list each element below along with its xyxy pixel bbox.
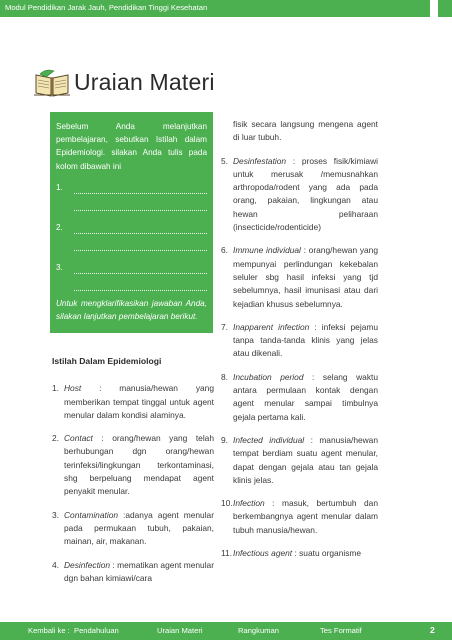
answer-line[interactable] [74, 261, 207, 274]
term-item [221, 155, 378, 235]
term-item [52, 382, 214, 422]
term-name: Contact [64, 433, 93, 444]
term-name: Infected individual [233, 434, 305, 445]
term-definition: : manusia/hewan yang memberikan tempat tinggal untuk agent menular dalam kondisi alaminya. [64, 383, 214, 420]
term-item [52, 559, 214, 586]
term-definition: : orang/hewan yang telah berhubungan dgn orang/hewan terinfeksi/lingkungan terkontaminasi, shg berpeluang mendapat agent penyakit menular. [64, 433, 214, 497]
term-name: Desinfestation [233, 155, 287, 166]
term-item [221, 371, 378, 424]
term-definition: : mematikan agent menular dgn bahan kimiawi/cara [64, 559, 214, 583]
answer-line[interactable] [74, 198, 207, 211]
answer-lines[interactable] [74, 261, 207, 295]
terms-list [52, 382, 214, 585]
term-item [221, 434, 378, 487]
answer-number: 2. [56, 222, 63, 232]
term-item [52, 432, 214, 498]
term-definition: : selang waktu antara permulaan kontak dengan agent menular sampai timbulnya gejala pertama kali. [233, 371, 378, 422]
page-number: 2 [430, 625, 435, 635]
exercise-intro: Sebelum Anda melanjutkan pembelajaran, sebutkan Istilah dalam Epidemiologi. silakan Anda tulis pada kolom dibawah ini [56, 122, 207, 171]
term-definition: :adanya agent menular pada permukaan tubuh, pakaian, mainan, air, makanan. [64, 509, 214, 547]
term-body [64, 382, 214, 422]
term-item [221, 497, 378, 537]
term-number: 8. [221, 371, 228, 382]
term-body [233, 434, 378, 487]
answer-line[interactable] [74, 181, 207, 194]
footer-link-uraian-materi[interactable]: Uraian Materi [157, 626, 203, 635]
term-item [221, 244, 378, 310]
term-definition: : proses fisik/kimiawi untuk merusak /memusnahkan arthropoda/rodent yang ada pada orang, pakaian, lingkungan atau hewan peliharaan (insecticide/rodenticide) [233, 155, 378, 233]
term-body [233, 371, 378, 424]
term-name: Host [64, 383, 82, 394]
left-column [52, 355, 214, 595]
term-number: 9. [221, 434, 228, 445]
term-body [64, 432, 214, 498]
term-number: 1. [52, 383, 59, 394]
term-item [52, 509, 214, 549]
term-body [233, 497, 378, 537]
term-definition: : masuk, bertumbuh dan berkembangnya agent menular dalam tubuh manusia/hewan. [233, 498, 378, 535]
term-item [221, 547, 378, 560]
term-definition: : infeksi pejamu tanpa tanda-tanda klinis yang jelas atau dikenali. [233, 321, 378, 359]
answer-line[interactable] [74, 278, 207, 291]
term-name: Desinfection [64, 559, 111, 570]
term-body [64, 509, 214, 549]
answer-row [56, 221, 207, 255]
term-number: 6. [221, 245, 228, 256]
term-body [233, 155, 378, 235]
module-title: Modul Pendidikan Jarak Jauh, Pendidikan Tinggi Kesehatan [5, 3, 208, 12]
right-column [221, 118, 378, 570]
open-book-icon [34, 68, 70, 98]
answer-row [56, 181, 207, 215]
term-definition: : suatu organisme [292, 548, 362, 559]
term-number: 3. [52, 509, 59, 520]
term-number: 4. [52, 559, 59, 570]
term-body [233, 244, 378, 310]
term-number: 11. [221, 548, 233, 559]
term-continuation: fisik secara langsung mengena agent di luar tubuh. [233, 119, 378, 143]
term-number: 2. [52, 433, 59, 444]
answer-lines[interactable] [74, 181, 207, 215]
term-number: 10. [221, 498, 233, 509]
answer-row [56, 261, 207, 295]
exercise-box [50, 112, 213, 333]
answer-line[interactable] [74, 238, 207, 251]
page-title-block [34, 66, 234, 104]
term-body [233, 321, 378, 361]
term-name: Immune individual [233, 245, 301, 256]
term-item [221, 321, 378, 361]
section-title: Istilah Dalam Epidemiologi [52, 356, 162, 366]
term-name: Infectious agent [233, 548, 293, 559]
answer-line[interactable] [74, 221, 207, 234]
term-number: 7. [221, 321, 228, 332]
term-name: Contamination [64, 509, 119, 520]
term-name: Incubation period [233, 371, 304, 382]
term-name: Infection [233, 498, 265, 509]
footer-link-tes-formatif[interactable]: Tes Formatif [320, 626, 362, 635]
term-body [233, 547, 378, 560]
term-definition: : manusia/hewan tempat berdiam suatu agent menular, dapat dengan gejala atau tan gejala klinis jelas. [233, 434, 378, 485]
footer-link-pendahuluan[interactable]: Pendahuluan [74, 626, 119, 635]
footer-nav-bar [0, 622, 452, 640]
term-name: Inapparent infection [233, 321, 310, 332]
exercise-note: Untuk mengklarifikasikan jawaban Anda, silakan lanjutkan pembelajaran berikut. [56, 298, 207, 322]
term-number: 5. [221, 155, 228, 166]
footer-back-label: Kembali ke : [28, 626, 70, 635]
answer-number: 3. [56, 262, 63, 272]
header-bar [0, 0, 430, 17]
answer-number: 1. [56, 182, 63, 192]
page-title: Uraian Materi [74, 69, 215, 95]
terms-list-continued [221, 155, 378, 561]
header-side-box [438, 0, 452, 17]
answer-lines[interactable] [74, 221, 207, 255]
footer-link-rangkuman[interactable]: Rangkuman [238, 626, 279, 635]
term-body [64, 559, 214, 586]
term-definition: : orang/hewan yang mempunyai perlindungan kekebalan seluler sbg hasil infeksi yang tjd sebelumnya, hasil imunisasi atau dari kejadian khusus sebelumnya. [233, 245, 378, 309]
